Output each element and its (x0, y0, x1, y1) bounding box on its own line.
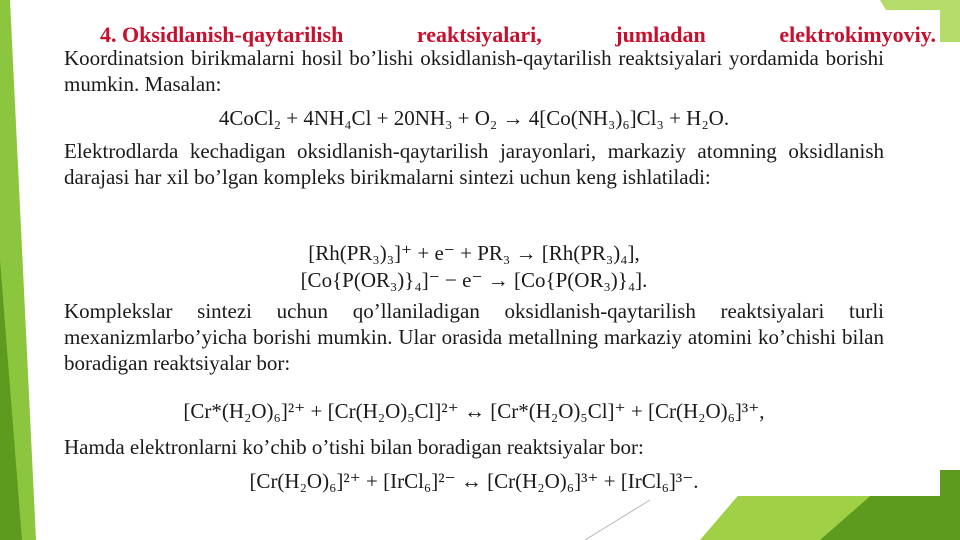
equation-5: [Cr(H₂O)₆]²⁺ + [IrCl₆]²⁻ ↔ [Cr(H₂O)₆]³⁺ + [IrCl₆]³⁻. (249, 469, 699, 493)
heading-part-2: reaktsiyalari, (416, 22, 542, 47)
section-heading (100, 22, 936, 47)
heading-part-4: elektrokimyoviy. (779, 22, 936, 47)
equation-3: [Co{P(OR₃)}₄]⁻ − e⁻ → [Co{P(OR₃)}₄]. (300, 268, 648, 292)
heading-part-1: 4. Oksidlanish-qaytarilish (100, 22, 344, 47)
paragraph-2: Elektrodlarda kechadigan oksidlanish-qaytarilish jarayonlari, markaziy atomning oksidlanish darajasi har xil bo’lgan kompleks birikmalarni sintezi uchun keng ishlatiladi: (64, 139, 884, 189)
paragraph-1: Koordinatsion birikmalarni hosil bo’lishi oksidlanish-qaytarilish reaktsiyalari yordamida borishi mumkin. Masalan: (64, 46, 884, 96)
equation-4: [Cr*(H₂O)₆]²⁺ + [Cr(H₂O)₅Cl]²⁺ ↔ [Cr*(H₂O)₅Cl]⁺ + [Cr(H₂O)₆]³⁺, (183, 399, 765, 423)
equation-1: 4CoCl₂ + 4NH₄Cl + 20NH₃ + O₂ → 4[Co(NH₃)₆]Cl₃ + H₂O. (218, 106, 730, 130)
paragraph-4: Hamda elektronlarni ko’chib o’tishi bilan boradigan reaktsiyalar bor: (64, 435, 644, 459)
heading-part-3: jumladan (615, 22, 706, 47)
decor-line (585, 500, 650, 540)
document-page (48, 10, 940, 496)
equation-2: [Rh(PR₃)₃]⁺ + e⁻ + PR₃ → [Rh(PR₃)₄], (308, 241, 640, 265)
paragraph-3: Komplekslar sintezi uchun qo’llaniladigan oksidlanish-qaytarilish reaktsiyalari turli mexanizmlarbo’yicha borishi mumkin. Ular orasida metallning markaziy atomini ko’chishi bilan boradigan reaktsiyalar bor: (64, 299, 884, 375)
